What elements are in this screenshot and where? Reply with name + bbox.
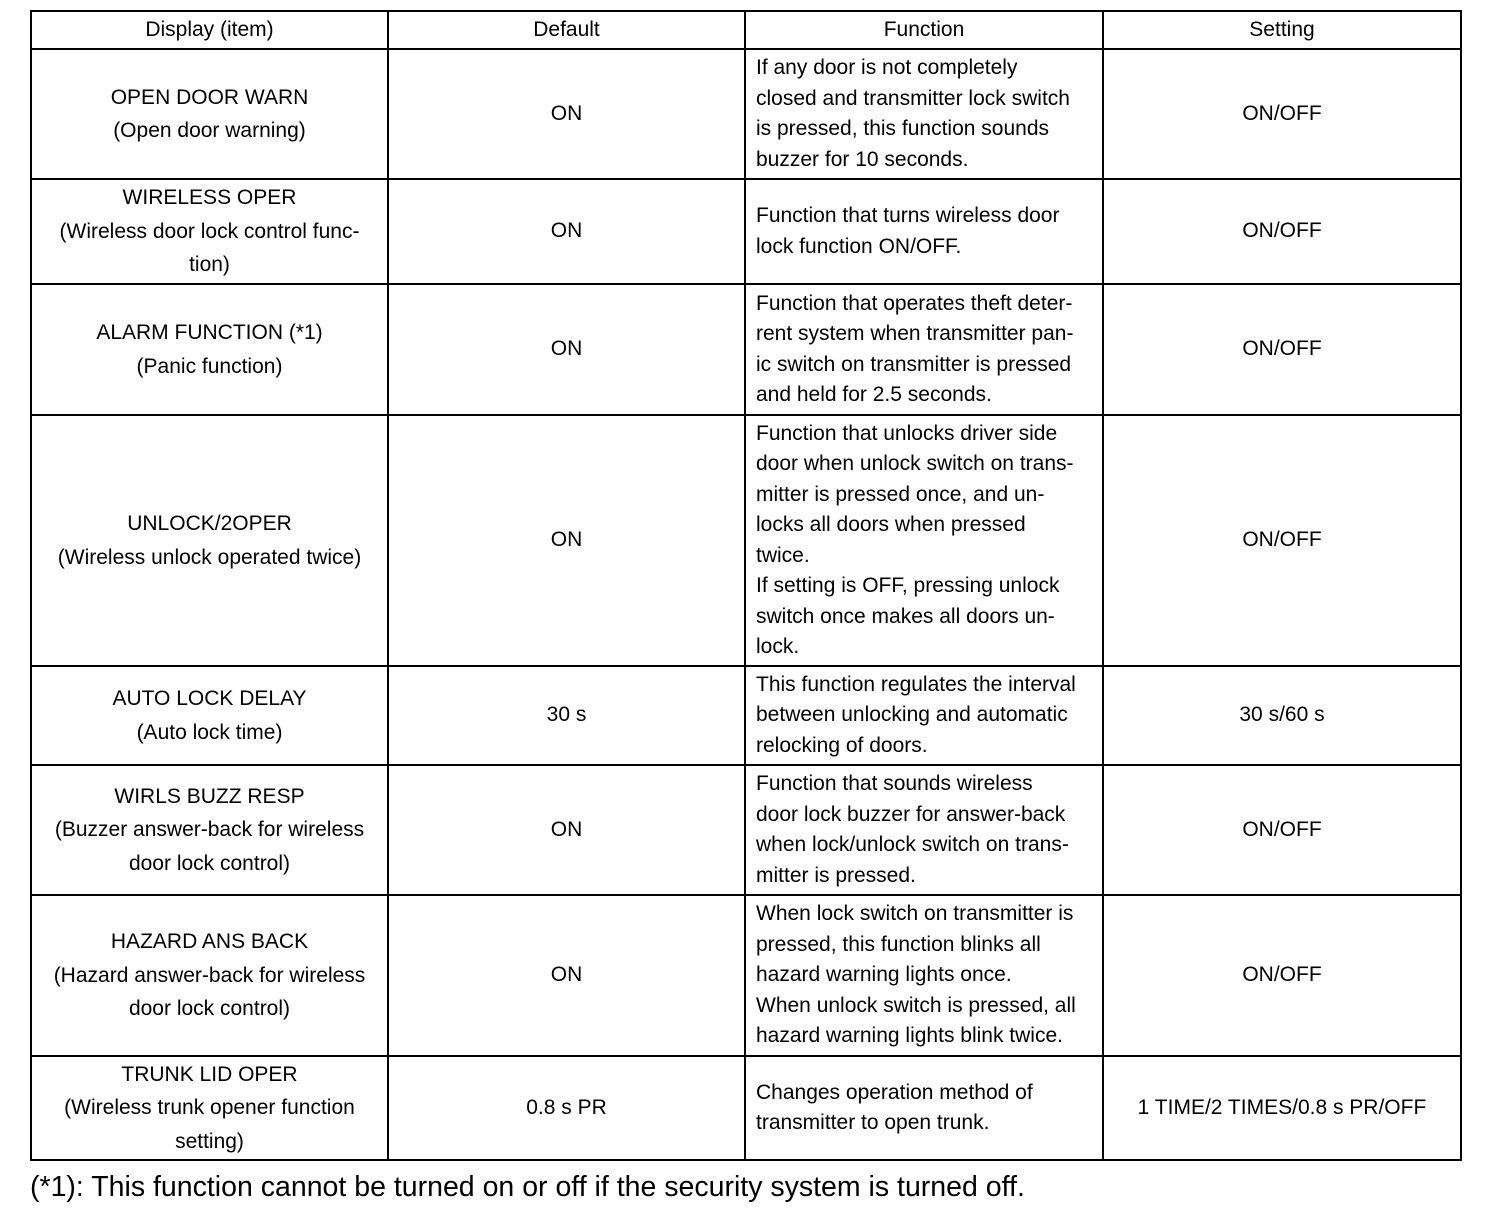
display-description: (Open door warning) <box>113 119 306 142</box>
display-description: tion) <box>189 253 230 277</box>
header-row <box>31 11 1461 49</box>
display-description: (Wireless trunk opener function <box>64 1096 355 1120</box>
function-line: When unlock switch is pressed, all <box>756 993 1076 1017</box>
display-cell <box>31 895 388 1056</box>
function-line: If setting is OFF, pressing unlock <box>756 574 1060 597</box>
function-line: Function that operates theft deter- <box>756 291 1073 315</box>
setting-cell: ON/OFF <box>1103 895 1461 1056</box>
default-cell: ON <box>388 179 745 284</box>
function-line: door lock buzzer for answer-back <box>756 802 1066 826</box>
function-line: closed and transmitter lock switch <box>756 86 1070 110</box>
table-row <box>31 179 1461 284</box>
display-cell <box>31 49 388 179</box>
table-row <box>31 284 1461 415</box>
display-cell <box>31 765 388 895</box>
function-line: Function that sounds wireless <box>756 772 1033 795</box>
display-label: ALARM FUNCTION (*1) <box>96 321 323 344</box>
display-label: WIRLS BUZZ RESP <box>114 784 305 808</box>
function-line: buzzer for 10 seconds. <box>756 147 969 171</box>
display-label: WIRELESS OPER <box>122 186 297 210</box>
display-description: setting) <box>175 1129 244 1153</box>
function-line: When lock switch on transmitter is <box>756 902 1074 926</box>
default-cell: ON <box>388 284 745 415</box>
display-description: (Panic function) <box>136 354 283 378</box>
display-description: (Wireless door lock control func- <box>59 219 360 243</box>
function-line: If any door is not completely <box>756 56 1018 79</box>
default-cell: ON <box>388 895 745 1056</box>
default-cell: 0.8 s PR <box>388 1056 745 1160</box>
table-row <box>31 1056 1461 1160</box>
setting-cell: ON/OFF <box>1103 284 1461 415</box>
display-cell <box>31 179 388 284</box>
function-cell <box>745 765 1103 895</box>
default-cell: 30 s <box>388 666 745 765</box>
header-display: Display (item) <box>31 11 388 49</box>
function-line: rent system when transmitter pan- <box>756 322 1074 345</box>
display-description: (Wireless unlock operated twice) <box>57 545 362 569</box>
function-line: when lock/unlock switch on trans- <box>756 833 1069 856</box>
display-label: OPEN DOOR WARN <box>110 85 309 109</box>
display-cell <box>31 284 388 415</box>
function-cell <box>745 666 1103 765</box>
function-line: mitter is pressed once, and un- <box>756 482 1045 506</box>
setting-cell: ON/OFF <box>1103 415 1461 666</box>
header-default: Default <box>388 11 745 49</box>
display-description: (Auto lock time) <box>136 720 283 744</box>
function-cell <box>745 49 1103 179</box>
setting-cell: 30 s/60 s <box>1103 666 1461 765</box>
function-line: pressed, this function blinks all <box>756 932 1041 956</box>
function-cell <box>745 1056 1103 1160</box>
function-line: hazard warning lights once. <box>756 963 1012 987</box>
function-line: door when unlock switch on trans- <box>756 452 1074 475</box>
function-line: switch once makes all doors un- <box>756 604 1055 628</box>
table-row <box>31 49 1461 179</box>
display-label: TRUNK LID OPER <box>121 1062 298 1086</box>
function-line: twice. <box>756 543 810 567</box>
setting-cell: ON/OFF <box>1103 49 1461 179</box>
display-description: (Buzzer answer-back for wireless <box>54 818 365 842</box>
function-line: lock function ON/OFF. <box>756 234 962 258</box>
function-line: locks all doors when pressed <box>756 513 1026 536</box>
settings-table <box>30 10 1462 1161</box>
display-cell <box>31 1056 388 1160</box>
table-row <box>31 765 1461 895</box>
display-label: AUTO LOCK DELAY <box>112 687 307 710</box>
function-line: Changes operation method of <box>756 1080 1033 1104</box>
function-line: between unlocking and automatic <box>756 703 1068 727</box>
function-line: relocking of doors. <box>756 733 928 757</box>
header-setting: Setting <box>1103 11 1461 49</box>
function-line: and held for 2.5 seconds. <box>756 383 992 406</box>
default-cell: ON <box>388 415 745 666</box>
display-cell <box>31 666 388 765</box>
display-description: door lock control) <box>128 851 291 875</box>
function-line: transmitter to open trunk. <box>756 1111 990 1134</box>
table-row <box>31 666 1461 765</box>
function-line: lock. <box>756 635 800 658</box>
table-row <box>31 895 1461 1056</box>
setting-cell: 1 TIME/2 TIMES/0.8 s PR/OFF <box>1103 1056 1461 1160</box>
function-cell <box>745 415 1103 666</box>
function-line: hazard warning lights blink twice. <box>756 1024 1063 1048</box>
function-line: ic switch on transmitter is pressed <box>756 352 1072 376</box>
footnote: (*1): This function cannot be turned on or off if the security system is turned off. <box>30 1171 1025 1203</box>
display-label: UNLOCK/2OPER <box>127 512 292 535</box>
header-function: Function <box>745 11 1103 49</box>
table-row <box>31 415 1461 666</box>
display-description: door lock control) <box>128 997 291 1021</box>
page <box>30 10 1464 1205</box>
display-description: (Hazard answer-back for wireless <box>53 963 366 987</box>
display-label: HAZARD ANS BACK <box>110 930 309 954</box>
display-cell <box>31 415 388 666</box>
default-cell: ON <box>388 765 745 895</box>
function-line: is pressed, this function sounds <box>756 117 1049 140</box>
function-line: This function regulates the interval <box>756 672 1076 696</box>
setting-cell: ON/OFF <box>1103 765 1461 895</box>
setting-cell: ON/OFF <box>1103 179 1461 284</box>
function-line: Function that turns wireless door <box>756 204 1060 227</box>
function-line: Function that unlocks driver side <box>756 421 1058 445</box>
function-cell <box>745 179 1103 284</box>
function-cell <box>745 284 1103 415</box>
default-cell: ON <box>388 49 745 179</box>
function-line: mitter is pressed. <box>756 863 916 887</box>
function-cell <box>745 895 1103 1056</box>
